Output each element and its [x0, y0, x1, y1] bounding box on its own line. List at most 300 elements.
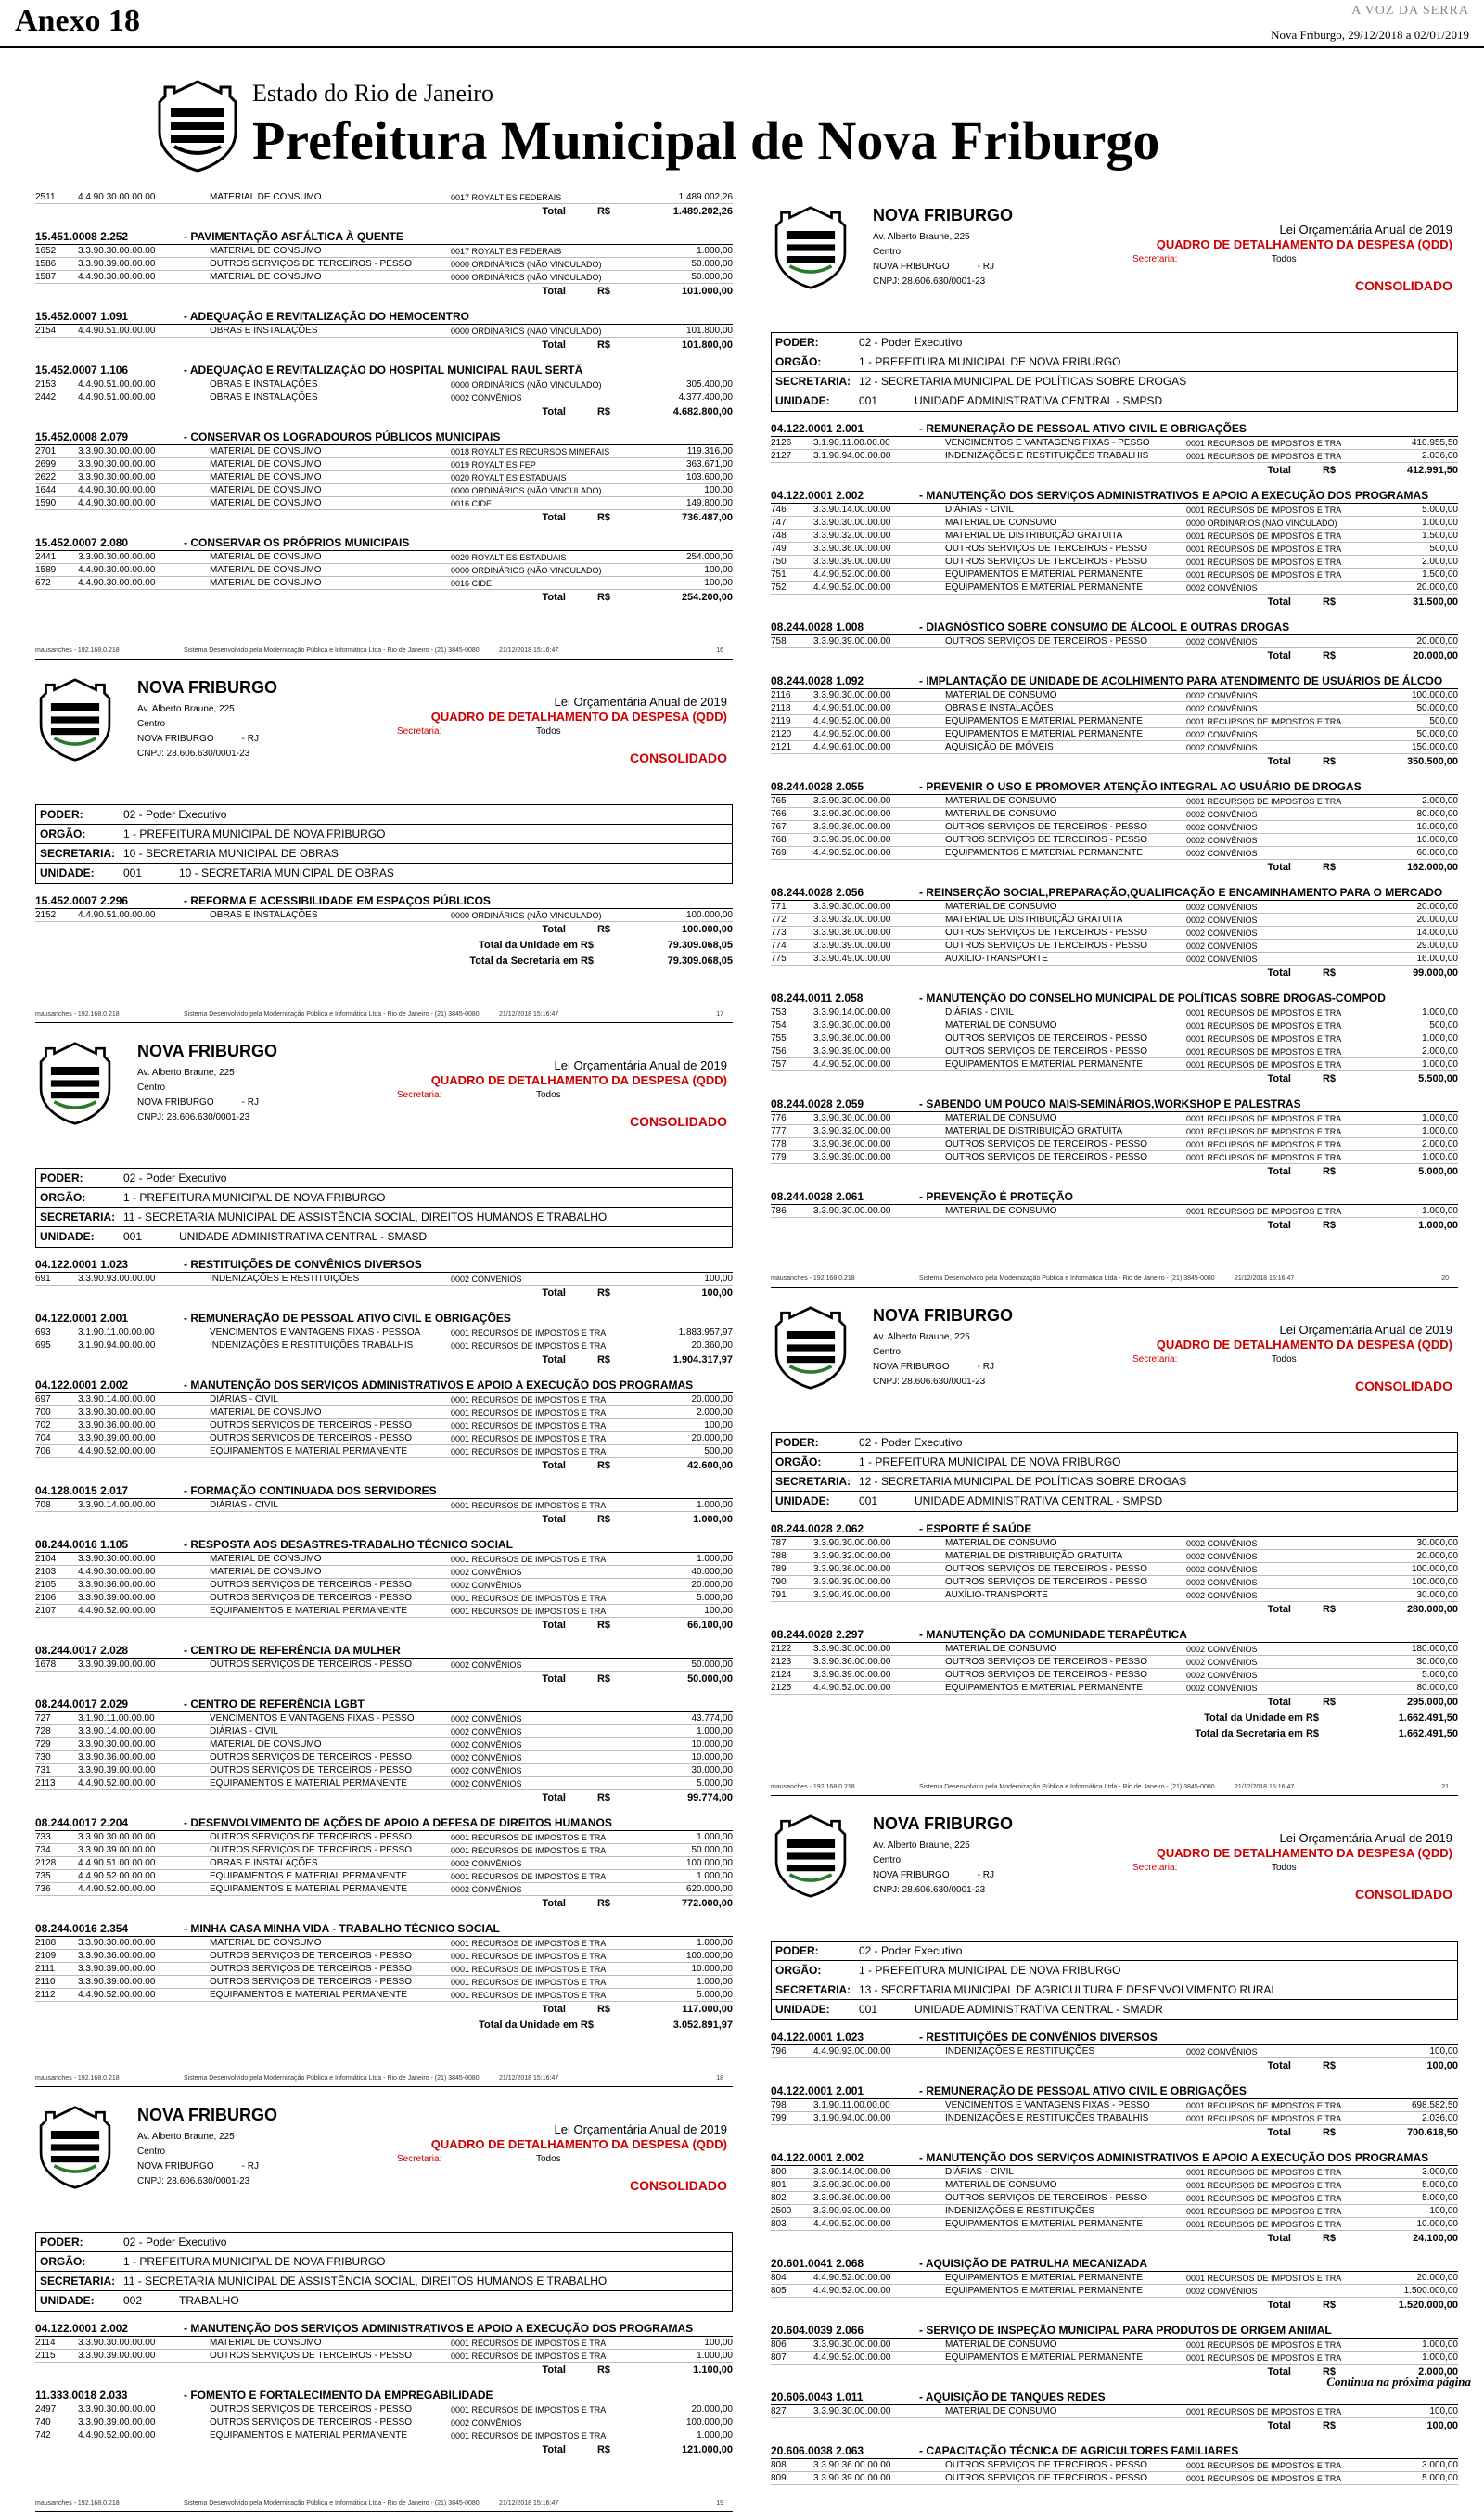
- currency-label: R$: [1322, 968, 1336, 979]
- org-label-poder: PODER:: [40, 808, 83, 821]
- total-value: 1.489.202,26: [672, 206, 733, 217]
- currency-label: R$: [1322, 596, 1336, 608]
- table-row: [35, 577, 733, 590]
- table-row: [771, 702, 1458, 715]
- cell-account: 4.4.90.52.00.00.00: [78, 1871, 156, 1881]
- cell-account: 3.3.90.30.00.00.00: [813, 1644, 891, 1654]
- currency-label: R$: [596, 2365, 610, 2376]
- org-value-unidade: 001: [859, 2003, 878, 2016]
- cell-value: 5.000,00: [697, 1778, 733, 1788]
- cell-account: 4.4.90.30.00.00.00: [78, 565, 156, 575]
- footer-user: mausanches - 192.168.0.218: [771, 1784, 855, 1790]
- total-row: [771, 2125, 1458, 2141]
- org-info-box: [35, 804, 733, 884]
- program-code: 20.606.0038 2.063: [771, 2444, 864, 2457]
- program-header: [771, 2443, 1458, 2459]
- cell-source: 0001 RECURSOS DE IMPOSTOS E TRA: [1186, 2181, 1342, 2190]
- cell-id: 2110: [35, 1977, 56, 1987]
- footer-system: Sistema Desenvolvido pela Modernização Pública e Informática Ltda - Rio de Janeiro - (21) 3845-0080: [184, 2500, 480, 2506]
- total-value: 42.600,00: [687, 1460, 733, 1471]
- currency-label: R$: [596, 1514, 610, 1525]
- cell-account: 3.3.90.30.00.00.00: [813, 1206, 891, 1216]
- program-title: - REFORMA E ACESSIBILIDADE EM ESPAÇOS PÚBLICOS: [184, 894, 491, 907]
- cell-description: VENCIMENTOS E VANTAGENS FIXAS - PESSO: [945, 2100, 1150, 2110]
- secretaria-filter-value: Todos: [536, 2154, 561, 2164]
- cell-account: 3.3.90.14.00.00.00: [813, 505, 891, 515]
- footer-system: Sistema Desenvolvido pela Modernização Pública e Informática Ltda - Rio de Janeiro - (21) 3845-0080: [919, 1784, 1215, 1790]
- consolidated-label: CONSOLIDADO: [630, 750, 727, 765]
- cell-value: 1.500.000,00: [1403, 2286, 1458, 2296]
- cell-value: 20.000,00: [691, 2404, 733, 2415]
- cell-account: 3.3.90.49.00.00.00: [813, 1590, 891, 1600]
- cell-description: EQUIPAMENTOS E MATERIAL PERMANENTE: [945, 1683, 1143, 1693]
- cell-account: 3.3.90.36.00.00.00: [813, 1564, 891, 1574]
- address-line: Av. Alberto Braune, 225: [137, 704, 235, 714]
- cell-account: 3.3.90.36.00.00.00: [813, 928, 891, 938]
- cell-source: 0001 RECURSOS DE IMPOSTOS E TRA: [451, 1965, 607, 1974]
- org-value-poder: 02 - Poder Executivo: [859, 1436, 963, 1449]
- total-value: 121.000,00: [681, 2444, 733, 2455]
- table-row: [35, 551, 733, 564]
- cell-id: 2121: [771, 742, 792, 752]
- address-city: [873, 260, 994, 275]
- program-header: [771, 620, 1458, 635]
- address-city: [137, 1096, 259, 1110]
- cell-source: 0001 RECURSOS DE IMPOSTOS E TRA: [451, 1408, 607, 1417]
- currency-label: R$: [596, 1898, 610, 1909]
- org-row-secretaria: [772, 372, 1457, 391]
- consolidated-label: CONSOLIDADO: [630, 1114, 727, 1129]
- city-name: NOVA FRIBURGO: [137, 1042, 277, 1060]
- cell-account: 3.3.90.30.00.00.00: [78, 246, 156, 256]
- cell-description: MATERIAL DE DISTRIBUIÇÃO GRATUITA: [945, 1551, 1123, 1561]
- cell-description: OUTROS SERVIÇOS DE TERCEIROS - PESSO: [210, 1752, 413, 1762]
- cell-id: 2123: [771, 1657, 792, 1667]
- cell-source: 0001 RECURSOS DE IMPOSTOS E TRA: [451, 1939, 607, 1948]
- coat-of-arms-icon: [771, 1306, 851, 1390]
- org-value-unidade-name: UNIDADE ADMINISTRATIVA CENTRAL - SMPSD: [915, 394, 1163, 407]
- program-title: - IMPLANTAÇÃO DE UNIDADE DE ACOLHIMENTO PARA ATENDIMENTO DE USUÁRIOS DE ÁLCOO: [919, 674, 1443, 687]
- org-label-unidade: UNIDADE:: [775, 2003, 830, 2016]
- cell-id: 672: [35, 578, 51, 588]
- table-row: [771, 2166, 1458, 2179]
- cell-description: MATERIAL DE CONSUMO: [945, 1538, 1057, 1548]
- currency-label: R$: [1322, 1220, 1336, 1231]
- table-row: [771, 1058, 1458, 1071]
- budget-law: Lei Orçamentária Anual de 2019: [1279, 1323, 1452, 1337]
- cell-account: 4.4.90.52.00.00.00: [78, 1446, 156, 1456]
- total-row: [35, 922, 733, 938]
- program-header: [771, 1189, 1458, 1205]
- cell-id: 805: [771, 2286, 787, 2296]
- org-row-orgao: [772, 352, 1457, 372]
- total-value: 162.000,00: [1406, 862, 1458, 873]
- program-title: - MANUTENÇÃO DOS SERVIÇOS ADMINISTRATIVOS E APOIO A EXECUÇÃO DOS PROGRAMAS: [919, 489, 1429, 502]
- cell-id: 2113: [35, 1778, 56, 1788]
- cell-source: 0001 RECURSOS DE IMPOSTOS E TRA: [1186, 2407, 1342, 2416]
- cell-id: 758: [771, 636, 787, 647]
- cell-id: 2497: [35, 2404, 57, 2415]
- cell-value: 101.800,00: [685, 326, 733, 336]
- program-title: - PAVIMENTAÇÃO ASFÁLTICA À QUENTE: [184, 230, 403, 243]
- program-header: [35, 1537, 733, 1553]
- grand-total-label: Total da Secretaria em R$: [1195, 1728, 1319, 1739]
- cell-source: 0001 RECURSOS DE IMPOSTOS E TRA: [1186, 2101, 1342, 2110]
- cell-source: 0002 CONVÊNIOS: [1186, 1552, 1258, 1561]
- program-header: [35, 1311, 733, 1326]
- cell-description: EQUIPAMENTOS E MATERIAL PERMANENTE: [945, 2273, 1143, 2283]
- cell-value: 1.000,00: [1422, 518, 1458, 528]
- cell-source: 0002 CONVÊNIOS: [1186, 583, 1258, 593]
- total-value: 100,00: [701, 1288, 733, 1299]
- cell-id: 755: [771, 1033, 787, 1044]
- secretaria-filter-value: Todos: [536, 726, 561, 737]
- table-row: [771, 2339, 1458, 2352]
- cell-description: OUTROS SERVIÇOS DE TERCEIROS - PESSO: [210, 1832, 413, 1842]
- table-row: [771, 795, 1458, 808]
- cell-description: MATERIAL DE CONSUMO: [945, 1206, 1057, 1216]
- cell-value: 500,00: [1429, 1020, 1458, 1031]
- cell-id: 777: [771, 1126, 787, 1136]
- cell-value: 2.000,00: [697, 1407, 733, 1417]
- footer-timestamp: 21/12/2018 15:16:47: [499, 647, 559, 654]
- cell-account: 3.3.90.36.00.00.00: [78, 1580, 156, 1590]
- cell-source: 0002 CONVÊNIOS: [451, 1740, 522, 1749]
- footer-user: mausanches - 192.168.0.218: [35, 2075, 120, 2082]
- table-row: [771, 1006, 1458, 1019]
- cell-value: 103.600,00: [685, 472, 733, 482]
- cnpj: CNPJ: 28.606.630/0001-23: [873, 1885, 986, 1895]
- table-row: [771, 914, 1458, 927]
- cell-account: 4.4.90.30.00.00.00: [78, 272, 156, 282]
- cell-description: MATERIAL DE CONSUMO: [945, 796, 1057, 806]
- cell-id: 799: [771, 2113, 787, 2123]
- cell-value: 100.000,00: [1411, 1564, 1458, 1574]
- cell-source: 0002 CONVÊNIOS: [1186, 743, 1258, 752]
- cell-account: 3.3.90.36.00.00.00: [78, 1420, 156, 1430]
- cell-source: 0002 CONVÊNIOS: [1186, 637, 1258, 647]
- program-title: - AQUISIÇÃO DE PATRULHA MECANIZADA: [919, 2257, 1147, 2270]
- program-header: [35, 1483, 733, 1499]
- cell-account: 3.3.90.39.00.00.00: [813, 1152, 891, 1162]
- cell-description: MATERIAL DE CONSUMO: [210, 459, 322, 469]
- org-label-orgao: ORGÃO:: [40, 1191, 86, 1204]
- org-value-secretaria: 10 - SECRETARIA MUNICIPAL DE OBRAS: [123, 847, 339, 860]
- cell-source: 0001 RECURSOS DE IMPOSTOS E TRA: [1186, 570, 1342, 580]
- cell-account: 3.3.90.39.00.00.00: [78, 1593, 156, 1603]
- table-row: [35, 1605, 733, 1618]
- cell-value: 1.489.002,26: [678, 192, 733, 202]
- cell-source: 0020 ROYALTIES ESTADUAIS: [451, 473, 567, 482]
- cell-source: 0000 ORDINÁRIOS (NÃO VINCULADO): [451, 260, 602, 269]
- table-row: [35, 2429, 733, 2442]
- total-value: 99.000,00: [1413, 968, 1458, 979]
- grand-total-label: Total da Unidade em R$: [479, 940, 594, 951]
- cell-description: DIÁRIAS - CIVIL: [945, 1007, 1014, 1018]
- program-header: [35, 2321, 733, 2337]
- cell-id: 791: [771, 1590, 787, 1600]
- cell-description: OBRAS E INSTALAÇÕES: [210, 379, 318, 390]
- cell-description: OUTROS SERVIÇOS DE TERCEIROS - PESSO: [945, 1046, 1148, 1057]
- cell-description: MATERIAL DE CONSUMO: [210, 246, 322, 256]
- report-header: [35, 671, 733, 801]
- table-row: [771, 953, 1458, 966]
- cell-description: OUTROS SERVIÇOS DE TERCEIROS - PESSO: [945, 1657, 1148, 1667]
- cell-account: 3.3.90.30.00.00.00: [78, 459, 156, 469]
- org-value-unidade: 001: [123, 1230, 143, 1243]
- program-title: - REMUNERAÇÃO DE PESSOAL ATIVO CIVIL E OBRIGAÇÕES: [919, 422, 1247, 435]
- cell-id: 2511: [35, 192, 56, 202]
- qdd-title: QUADRO DE DETALHAMENTO DA DESPESA (QDD): [430, 2137, 727, 2151]
- total-value: 24.100,00: [1413, 2233, 1458, 2244]
- footer-page-number: 17: [716, 1011, 723, 1018]
- cell-id: 693: [35, 1327, 51, 1338]
- total-label: Total: [1267, 862, 1291, 873]
- table-row: [771, 1643, 1458, 1656]
- cell-description: MATERIAL DE CONSUMO: [945, 1644, 1057, 1654]
- address-city: [137, 732, 259, 747]
- program-title: - MANUTENÇÃO DA COMUNIDADE TERAPÊUTICA: [919, 1628, 1187, 1641]
- consolidated-label: CONSOLIDADO: [1355, 1378, 1452, 1393]
- org-info-box: [771, 332, 1458, 412]
- cell-id: 804: [771, 2273, 787, 2283]
- cell-account: 3.3.90.39.00.00.00: [78, 1660, 156, 1670]
- table-row: [771, 1682, 1458, 1695]
- cell-account: 3.3.90.36.00.00.00: [813, 1139, 891, 1149]
- cell-source: 0001 RECURSOS DE IMPOSTOS E TRA: [1186, 797, 1342, 806]
- cell-id: 2153: [35, 379, 57, 390]
- total-value: 1.100,00: [693, 2365, 733, 2376]
- cell-id: 1590: [35, 498, 57, 508]
- cell-account: 3.1.90.11.00.00.00: [78, 1327, 155, 1338]
- page-top-bar: [0, 0, 1484, 48]
- total-row: [771, 1695, 1458, 1711]
- cell-account: 4.4.90.30.00.00.00: [78, 578, 156, 588]
- total-label: Total: [1267, 650, 1291, 661]
- total-label: Total: [1267, 2060, 1291, 2071]
- cell-account: 3.3.90.30.00.00.00: [813, 2180, 891, 2190]
- program-code: 08.244.0028 2.297: [771, 1628, 864, 1641]
- cell-account: 4.4.90.52.00.00.00: [813, 583, 891, 593]
- report-page: [35, 191, 733, 660]
- total-row: [771, 2231, 1458, 2247]
- cell-description: INDENIZAÇÕES E RESTITUIÇÕES TRABALHIS: [210, 1340, 414, 1351]
- report-page: [35, 1034, 733, 2087]
- page-footer: [771, 1271, 1458, 1288]
- cell-value: 3.000,00: [1422, 2167, 1458, 2177]
- cell-source: 0002 CONVÊNIOS: [1186, 2047, 1258, 2057]
- org-value-secretaria: 11 - SECRETARIA MUNICIPAL DE ASSISTÊNCIA SOCIAL, DIREITOS HUMANOS E TRABALHO: [123, 2275, 608, 2288]
- org-label-orgao: ORGÃO:: [40, 2255, 86, 2268]
- cell-value: 1.000,00: [697, 2430, 733, 2441]
- table-row: [35, 1777, 733, 1790]
- org-label-orgao: ORGÃO:: [775, 1964, 822, 1977]
- table-row: [35, 1844, 733, 1857]
- org-label-poder: PODER:: [775, 336, 819, 349]
- grand-total-value: 1.662.491,50: [1398, 1712, 1458, 1724]
- cell-account: 4.4.90.52.00.00.00: [78, 1606, 156, 1616]
- org-label-poder: PODER:: [775, 1944, 819, 1957]
- cell-source: 0002 CONVÊNIOS: [1186, 691, 1258, 700]
- cell-value: 1.000,00: [1422, 2352, 1458, 2363]
- program-title: - DESENVOLVIMENTO DE AÇÕES DE APOIO A DEFESA DE DIREITOS HUMANOS: [184, 1816, 612, 1829]
- org-value-unidade: 001: [859, 1494, 878, 1507]
- cell-value: 1.000,00: [1422, 1033, 1458, 1044]
- org-label-unidade: UNIDADE:: [40, 1230, 95, 1243]
- org-value-orgao: 1 - PREFEITURA MUNICIPAL DE NOVA FRIBURGO: [123, 1191, 386, 1204]
- table-row: [35, 2416, 733, 2429]
- table-row: [35, 1751, 733, 1764]
- cell-account: 4.4.90.52.00.00.00: [813, 729, 891, 739]
- total-label: Total: [1267, 2420, 1291, 2431]
- cell-description: MATERIAL DE CONSUMO: [945, 1113, 1057, 1123]
- program-code: 20.604.0039 2.066: [771, 2324, 864, 2337]
- cell-source: 0001 RECURSOS DE IMPOSTOS E TRA: [451, 2431, 607, 2441]
- cell-description: OBRAS E INSTALAÇÕES: [210, 392, 318, 403]
- currency-label: R$: [1322, 1166, 1336, 1177]
- cell-source: 0002 CONVÊNIOS: [451, 393, 522, 403]
- table-row: [35, 1566, 733, 1579]
- cell-account: 4.4.90.52.00.00.00: [78, 1990, 156, 2000]
- cell-value: 29.000,00: [1416, 941, 1458, 951]
- org-label-unidade: UNIDADE:: [775, 1494, 830, 1507]
- total-row: [771, 463, 1458, 479]
- table-row: [771, 2205, 1458, 2218]
- table-row: [771, 1205, 1458, 1218]
- secretaria-filter-label: Secretaria:: [397, 2154, 442, 2164]
- cell-account: 4.4.90.52.00.00.00: [78, 1884, 156, 1894]
- cell-id: 2154: [35, 326, 57, 336]
- org-row-orgao: [36, 825, 732, 844]
- cell-description: EQUIPAMENTOS E MATERIAL PERMANENTE: [945, 848, 1143, 858]
- cell-description: MATERIAL DE CONSUMO: [210, 192, 322, 202]
- cell-id: 2126: [771, 438, 792, 448]
- cell-value: 30.000,00: [691, 1765, 733, 1775]
- page-footer: [35, 2495, 733, 2512]
- cell-value: 1.000,00: [1422, 1007, 1458, 1018]
- cell-source: 0002 CONVÊNIOS: [451, 1568, 522, 1577]
- cell-source: 0002 CONVÊNIOS: [451, 1714, 522, 1724]
- cell-source: 0001 RECURSOS DE IMPOSTOS E TRA: [451, 1341, 607, 1351]
- cell-source: 0001 RECURSOS DE IMPOSTOS E TRA: [451, 1594, 607, 1603]
- org-value-secretaria: 12 - SECRETARIA MUNICIPAL DE POLÍTICAS SOBRE DROGAS: [859, 1475, 1187, 1488]
- cell-description: OUTROS SERVIÇOS DE TERCEIROS - PESSO: [945, 2473, 1148, 2483]
- cell-source: 0002 CONVÊNIOS: [451, 1660, 522, 1670]
- cell-id: 2699: [35, 459, 57, 469]
- org-row-secretaria: [36, 844, 732, 864]
- cell-id: 798: [771, 2100, 787, 2110]
- total-value: 700.618,50: [1406, 2127, 1458, 2138]
- cell-account: 3.3.90.30.00.00.00: [78, 2338, 156, 2348]
- cell-description: MATERIAL DE CONSUMO: [945, 2339, 1057, 2350]
- cell-value: 100,00: [704, 1606, 733, 1616]
- total-value: 50.000,00: [687, 1673, 733, 1685]
- address-state: - RJ: [977, 1870, 994, 1880]
- cell-id: 803: [771, 2219, 787, 2229]
- cell-source: 0017 ROYALTIES FEDERAIS: [451, 247, 562, 256]
- table-row: [35, 1326, 733, 1339]
- total-row: [35, 510, 733, 526]
- cell-source: 0000 ORDINÁRIOS (NÃO VINCULADO): [451, 486, 602, 495]
- table-row: [35, 1273, 733, 1286]
- total-row: [771, 966, 1458, 981]
- cell-value: 5.000,00: [1422, 505, 1458, 515]
- cell-value: 500,00: [1429, 544, 1458, 554]
- program-header: [771, 2150, 1458, 2166]
- cell-value: 620.000,00: [685, 1884, 733, 1894]
- program-header: [771, 2030, 1458, 2045]
- cell-account: 3.3.90.39.00.00.00: [813, 636, 891, 647]
- address-block: [137, 1066, 259, 1125]
- cell-account: 4.4.90.52.00.00.00: [78, 1778, 156, 1788]
- total-label: Total: [1267, 1697, 1291, 1708]
- cell-value: 1.000,00: [697, 2351, 733, 2361]
- cell-value: 100.000,00: [685, 910, 733, 920]
- org-value-unidade-name: UNIDADE ADMINISTRATIVA CENTRAL - SMASD: [179, 1230, 428, 1243]
- cell-source: 0002 CONVÊNIOS: [1186, 730, 1258, 739]
- cell-id: 757: [771, 1059, 787, 1070]
- cell-id: 734: [35, 1845, 51, 1855]
- program-title: - CONSERVAR OS PRÓPRIOS MUNICIPAIS: [184, 536, 410, 549]
- cnpj: CNPJ: 28.606.630/0001-23: [873, 276, 986, 287]
- cell-description: MATERIAL DE CONSUMO: [945, 2180, 1057, 2190]
- cell-description: INDENIZAÇÕES E RESTITUIÇÕES: [945, 2206, 1095, 2216]
- program-code: 08.244.0016 1.105: [35, 1538, 129, 1551]
- table-row: [771, 543, 1458, 556]
- currency-label: R$: [596, 1792, 610, 1803]
- cell-value: 100.000,00: [685, 2417, 733, 2428]
- cell-value: 698.582,50: [1411, 2100, 1458, 2110]
- secretaria-filter-value: Todos: [1272, 254, 1297, 264]
- cell-source: 0001 RECURSOS DE IMPOSTOS E TRA: [451, 1421, 607, 1430]
- budget-law: Lei Orçamentária Anual de 2019: [1279, 223, 1452, 237]
- currency-label: R$: [1322, 2366, 1336, 2377]
- cell-id: 736: [35, 1884, 51, 1894]
- cell-id: 749: [771, 544, 787, 554]
- consolidated-label: CONSOLIDADO: [1355, 1887, 1452, 1902]
- program-code: 08.244.0028 1.092: [771, 674, 864, 687]
- cell-id: 2441: [35, 552, 57, 562]
- edition-date: Nova Friburgo, 29/12/2018 a 02/01/2019: [1271, 28, 1469, 42]
- org-value-poder: 02 - Poder Executivo: [123, 1172, 227, 1185]
- program-code: 04.122.0001 2.001: [771, 422, 864, 435]
- table-row: [35, 1579, 733, 1592]
- cell-description: OUTROS SERVIÇOS DE TERCEIROS - PESSO: [210, 2351, 413, 2361]
- footer-timestamp: 21/12/2018 15:16:47: [499, 2075, 559, 2082]
- cell-description: OBRAS E INSTALAÇÕES: [210, 1858, 318, 1868]
- grand-total-value: 3.052.891,97: [672, 2019, 733, 2031]
- total-value: 4.682.800,00: [672, 406, 733, 417]
- report-header: [771, 1807, 1458, 1937]
- program-title: - RESTITUIÇÕES DE CONVÊNIOS DIVERSOS: [919, 2031, 1158, 2044]
- cell-id: 786: [771, 1206, 787, 1216]
- cell-source: 0001 RECURSOS DE IMPOSTOS E TRA: [1186, 532, 1342, 541]
- cell-description: EQUIPAMENTOS E MATERIAL PERMANENTE: [945, 570, 1143, 580]
- grand-total-row: [35, 2018, 733, 2033]
- cell-value: 50.000,00: [691, 259, 733, 269]
- cell-description: EQUIPAMENTOS E MATERIAL PERMANENTE: [210, 2430, 407, 2441]
- table-row: [35, 1553, 733, 1566]
- table-row: [771, 1550, 1458, 1563]
- program-code: 04.122.0001 2.001: [771, 2084, 864, 2097]
- address-state: - RJ: [241, 734, 259, 744]
- cell-source: 0001 RECURSOS DE IMPOSTOS E TRA: [1186, 1047, 1342, 1057]
- total-row: [35, 2002, 733, 2018]
- cell-source: 0001 RECURSOS DE IMPOSTOS E TRA: [1186, 545, 1342, 554]
- cell-description: OBRAS E INSTALAÇÕES: [945, 703, 1054, 713]
- cell-value: 100.000,00: [685, 1858, 733, 1868]
- grand-total-row: [771, 1711, 1458, 1726]
